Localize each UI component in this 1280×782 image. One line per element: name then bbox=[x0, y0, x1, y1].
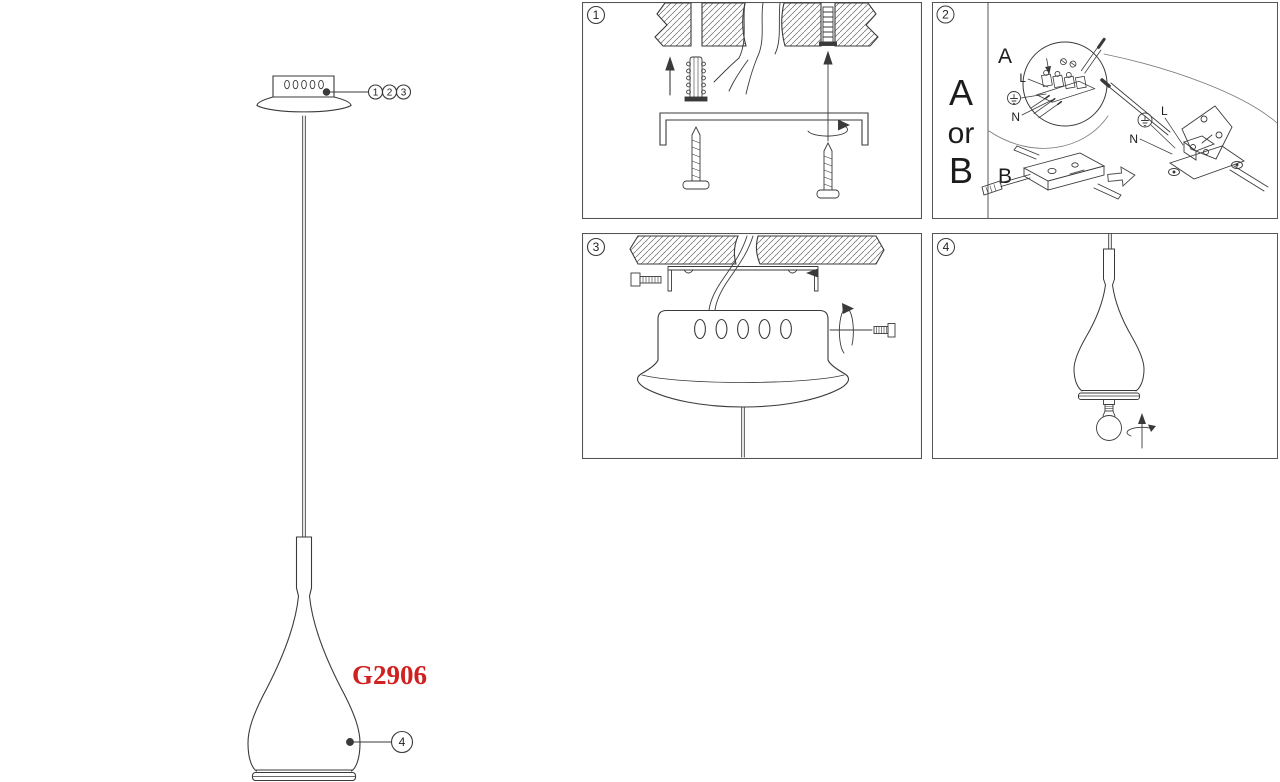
step-number-badge-4 bbox=[938, 239, 955, 256]
choice-column bbox=[948, 72, 975, 191]
canopy-drawing bbox=[257, 76, 351, 112]
pendant-cord bbox=[1109, 234, 1112, 249]
rotate-arrow-icon bbox=[808, 120, 850, 137]
step-panel-2 bbox=[932, 2, 1278, 219]
step-number-badge-1 bbox=[588, 7, 605, 24]
bubble-tail-curve bbox=[989, 116, 1108, 148]
choice-a-text: A bbox=[948, 72, 974, 113]
screw-drawing-right bbox=[817, 143, 839, 198]
up-arrow-icon bbox=[666, 58, 674, 95]
wall-plug-inserted-drawing bbox=[820, 7, 837, 46]
rotate-arrow-icon bbox=[839, 303, 854, 353]
step-panel-1 bbox=[582, 2, 922, 219]
pendant-cord bbox=[303, 116, 306, 537]
step-panel-3 bbox=[582, 233, 922, 459]
ceiling-drawing bbox=[630, 236, 884, 264]
step-number-badge-3 bbox=[588, 239, 605, 256]
product-figure bbox=[0, 0, 560, 782]
canopy-screw-left bbox=[631, 273, 661, 286]
choice-b-text: B bbox=[948, 150, 974, 191]
pendant-cord bbox=[742, 407, 745, 457]
step-panel-4 bbox=[932, 233, 1278, 459]
wiring-inset-a bbox=[1008, 39, 1116, 126]
model-label: G2906 bbox=[352, 660, 428, 690]
bulb-drawing bbox=[1097, 400, 1122, 441]
rotate-arrow-icon bbox=[1127, 413, 1156, 448]
callout-shade bbox=[347, 732, 413, 753]
step-number-badge-2 bbox=[937, 6, 954, 23]
ceiling-drawing bbox=[655, 3, 878, 46]
svg-text:1: 1 bbox=[592, 8, 600, 23]
live-label-a: L bbox=[1019, 71, 1026, 85]
choice-or-text: or bbox=[947, 117, 975, 150]
next-arrow-icon bbox=[1107, 166, 1136, 188]
callout-number-1: 1 bbox=[372, 87, 379, 99]
mounting-bracket-drawing bbox=[660, 113, 868, 145]
canopy-holes bbox=[285, 80, 324, 88]
option-a-label: A bbox=[998, 45, 1013, 68]
bubble-sweep-curve bbox=[1104, 54, 1277, 123]
shade-drawing bbox=[1074, 249, 1144, 400]
neutral-label-b: N bbox=[1129, 132, 1138, 146]
mounting-bracket-drawing bbox=[668, 267, 818, 292]
callout-number-2: 2 bbox=[386, 87, 393, 99]
callout-number-4: 4 bbox=[398, 735, 406, 750]
screw-drawing-left bbox=[683, 127, 709, 189]
screw-guide-arrow bbox=[824, 52, 832, 141]
shade-drawing bbox=[248, 537, 360, 781]
wall-plug-drawing bbox=[685, 57, 707, 101]
canopy-drawing bbox=[638, 311, 849, 408]
neutral-label-a: N bbox=[1011, 110, 1020, 124]
svg-text:4: 4 bbox=[942, 240, 950, 255]
callout-canopy bbox=[323, 85, 410, 99]
live-label-b: L bbox=[1161, 104, 1168, 118]
earth-ground-icon bbox=[1008, 92, 1021, 105]
callout-number-3: 3 bbox=[400, 87, 407, 99]
svg-text:2: 2 bbox=[942, 7, 949, 22]
option-b-label: B bbox=[998, 165, 1013, 188]
svg-text:3: 3 bbox=[592, 240, 600, 255]
